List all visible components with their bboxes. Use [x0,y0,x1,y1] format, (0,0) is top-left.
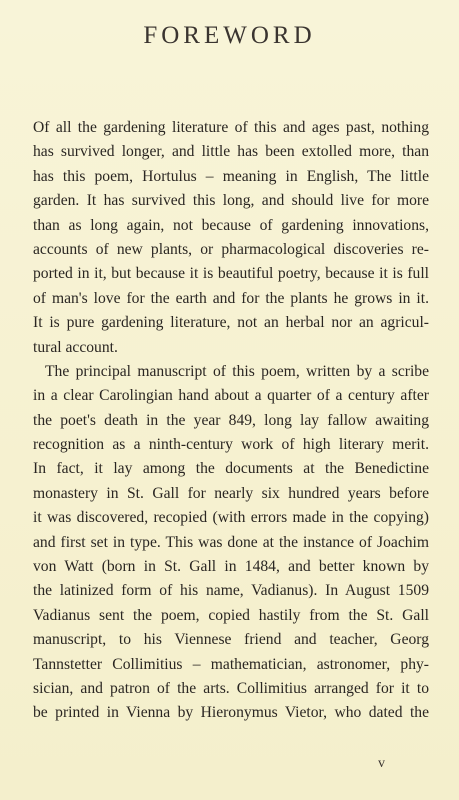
text-line: In fact, it lay among the documents at the Benedictine [33,460,429,478]
text-line: ported in it, but because it is beautiful poetry, because it is full [33,265,429,283]
text-line: than as long again, not because of gardening innovations, [33,216,429,234]
text-line: The principal manuscript of this poem, written by a scribe [45,362,429,380]
text-line: it was discovered, recopied (with errors made in the copying) [33,509,429,527]
text-line: monastery in St. Gall for nearly six hundred years before [33,484,429,502]
text-line: the poet's death in the year 849, long lay fallow awaiting [33,411,429,429]
text-line: von Watt (born in St. Gall in 1484, and better known by [33,558,429,576]
text-line: the latinized form of his name, Vadianus). In August 1509 [33,582,429,600]
text-line: and first set in type. This was done at the instance of Joachim [33,533,429,551]
text-line: be printed in Vienna by Hieronymus Vietor, who dated the [33,704,429,722]
text-line: has survived longer, and little has been extolled more, than [33,143,429,161]
page-number: v [378,756,385,771]
text-line: accounts of new plants, or pharmacological discoveries re- [33,240,429,258]
body-text [33,116,429,726]
text-line: in a clear Carolingian hand about a quarter of a century after [33,387,429,405]
text-line: sician, and patron of the arts. Collimitius arranged for it to [33,679,429,697]
page-title: FOREWORD [143,22,316,49]
text-line: recognition as a ninth-century work of high literary merit. [33,436,429,454]
text-line: of man's love for the earth and for the plants he grows in it. [33,289,429,307]
text-line: has this poem, Hortulus – meaning in English, The little [33,167,429,185]
text-line: tural account. [33,338,118,356]
text-line: manuscript, to his Viennese friend and teacher, Georg [33,631,429,649]
text-line: It is pure gardening literature, not an herbal nor an agricul- [33,314,429,332]
text-line: Of all the gardening literature of this and ages past, nothing [33,119,429,136]
text-line: garden. It has survived this long, and should live for more [33,192,429,210]
text-line: Tannstetter Collimitius – mathematician, astronomer, phy- [33,655,429,673]
text-line: Vadianus sent the poem, copied hastily from the St. Gall [33,606,429,624]
